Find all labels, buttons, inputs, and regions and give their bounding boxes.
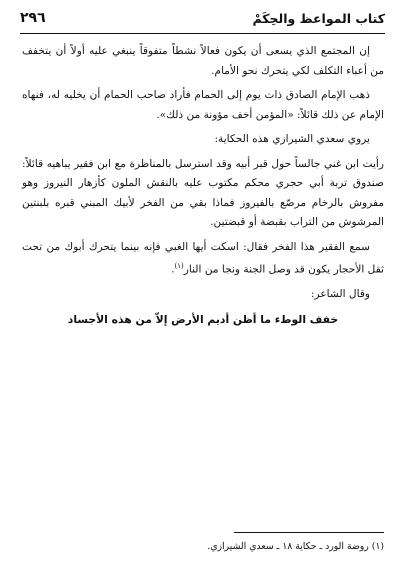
header-rule [20, 33, 385, 34]
page-number: ٢٩٦ [20, 10, 46, 26]
paragraph-5-text: سمع الفقير هذا الفخر فقال: اسكت أيها الغبي فإنه بينما يتحرك أبوك من تحت ثقل الأحجار يكون قد وصل الجنة ونجا من النار [22, 240, 384, 276]
paragraph-4: رأيت ابن غني جالساً حول قبر أبيه وقد استرسل بالمناظرة مع ابن فقير يباهيه قائلاً: صندوق تربة أبي حجري محكم مكتوب عليه بالنقش الملون كأزهار النيروز وهو مفروش بالرخام مرصّع بالفيروز فماذا بقي من الفخر لأبيك المبني قبره بلبنتين المرشوش من التراب بقبضة أو قبضتين. [22, 157, 384, 228]
paragraph-2: ذهب الإمام الصادق ذات يوم إلى الحمام فأراد صاحب الحمام أن يخليه له، فنهاه الإمام عن ذلك قائلاً: «المؤمن أخف مؤونة من ذلك». [22, 89, 384, 121]
poetry-verse: خفف الوطء ما أظن أديم الأرض إلاّ من هذه الأجساد [67, 312, 339, 326]
paragraph-5-end: . [171, 263, 175, 276]
footnote-rule [234, 532, 384, 533]
running-title: كتاب المواعظ والحِكَمْ [252, 11, 385, 26]
footnote: (١) روضة الورد ـ حكاية ١٨ ـ سعدي الشيرازي. [207, 541, 384, 552]
page-header [20, 10, 385, 32]
paragraph-5 [22, 238, 384, 281]
paragraph-3: يروي سعدي الشيرازي هذه الحكاية: [214, 133, 370, 145]
paragraph-1: إن المجتمع الذي يسعى أن يكون فعالاً نشطاً متفوقاً ينبغي عليه أولاً أن يتخفف من أعباء التكلف لكي يتحرك نحو الأمام. [22, 45, 384, 77]
main-text [22, 42, 384, 329]
footnote-reference: (١) [174, 262, 184, 270]
paragraph-6: وقال الشاعر: [310, 288, 370, 301]
